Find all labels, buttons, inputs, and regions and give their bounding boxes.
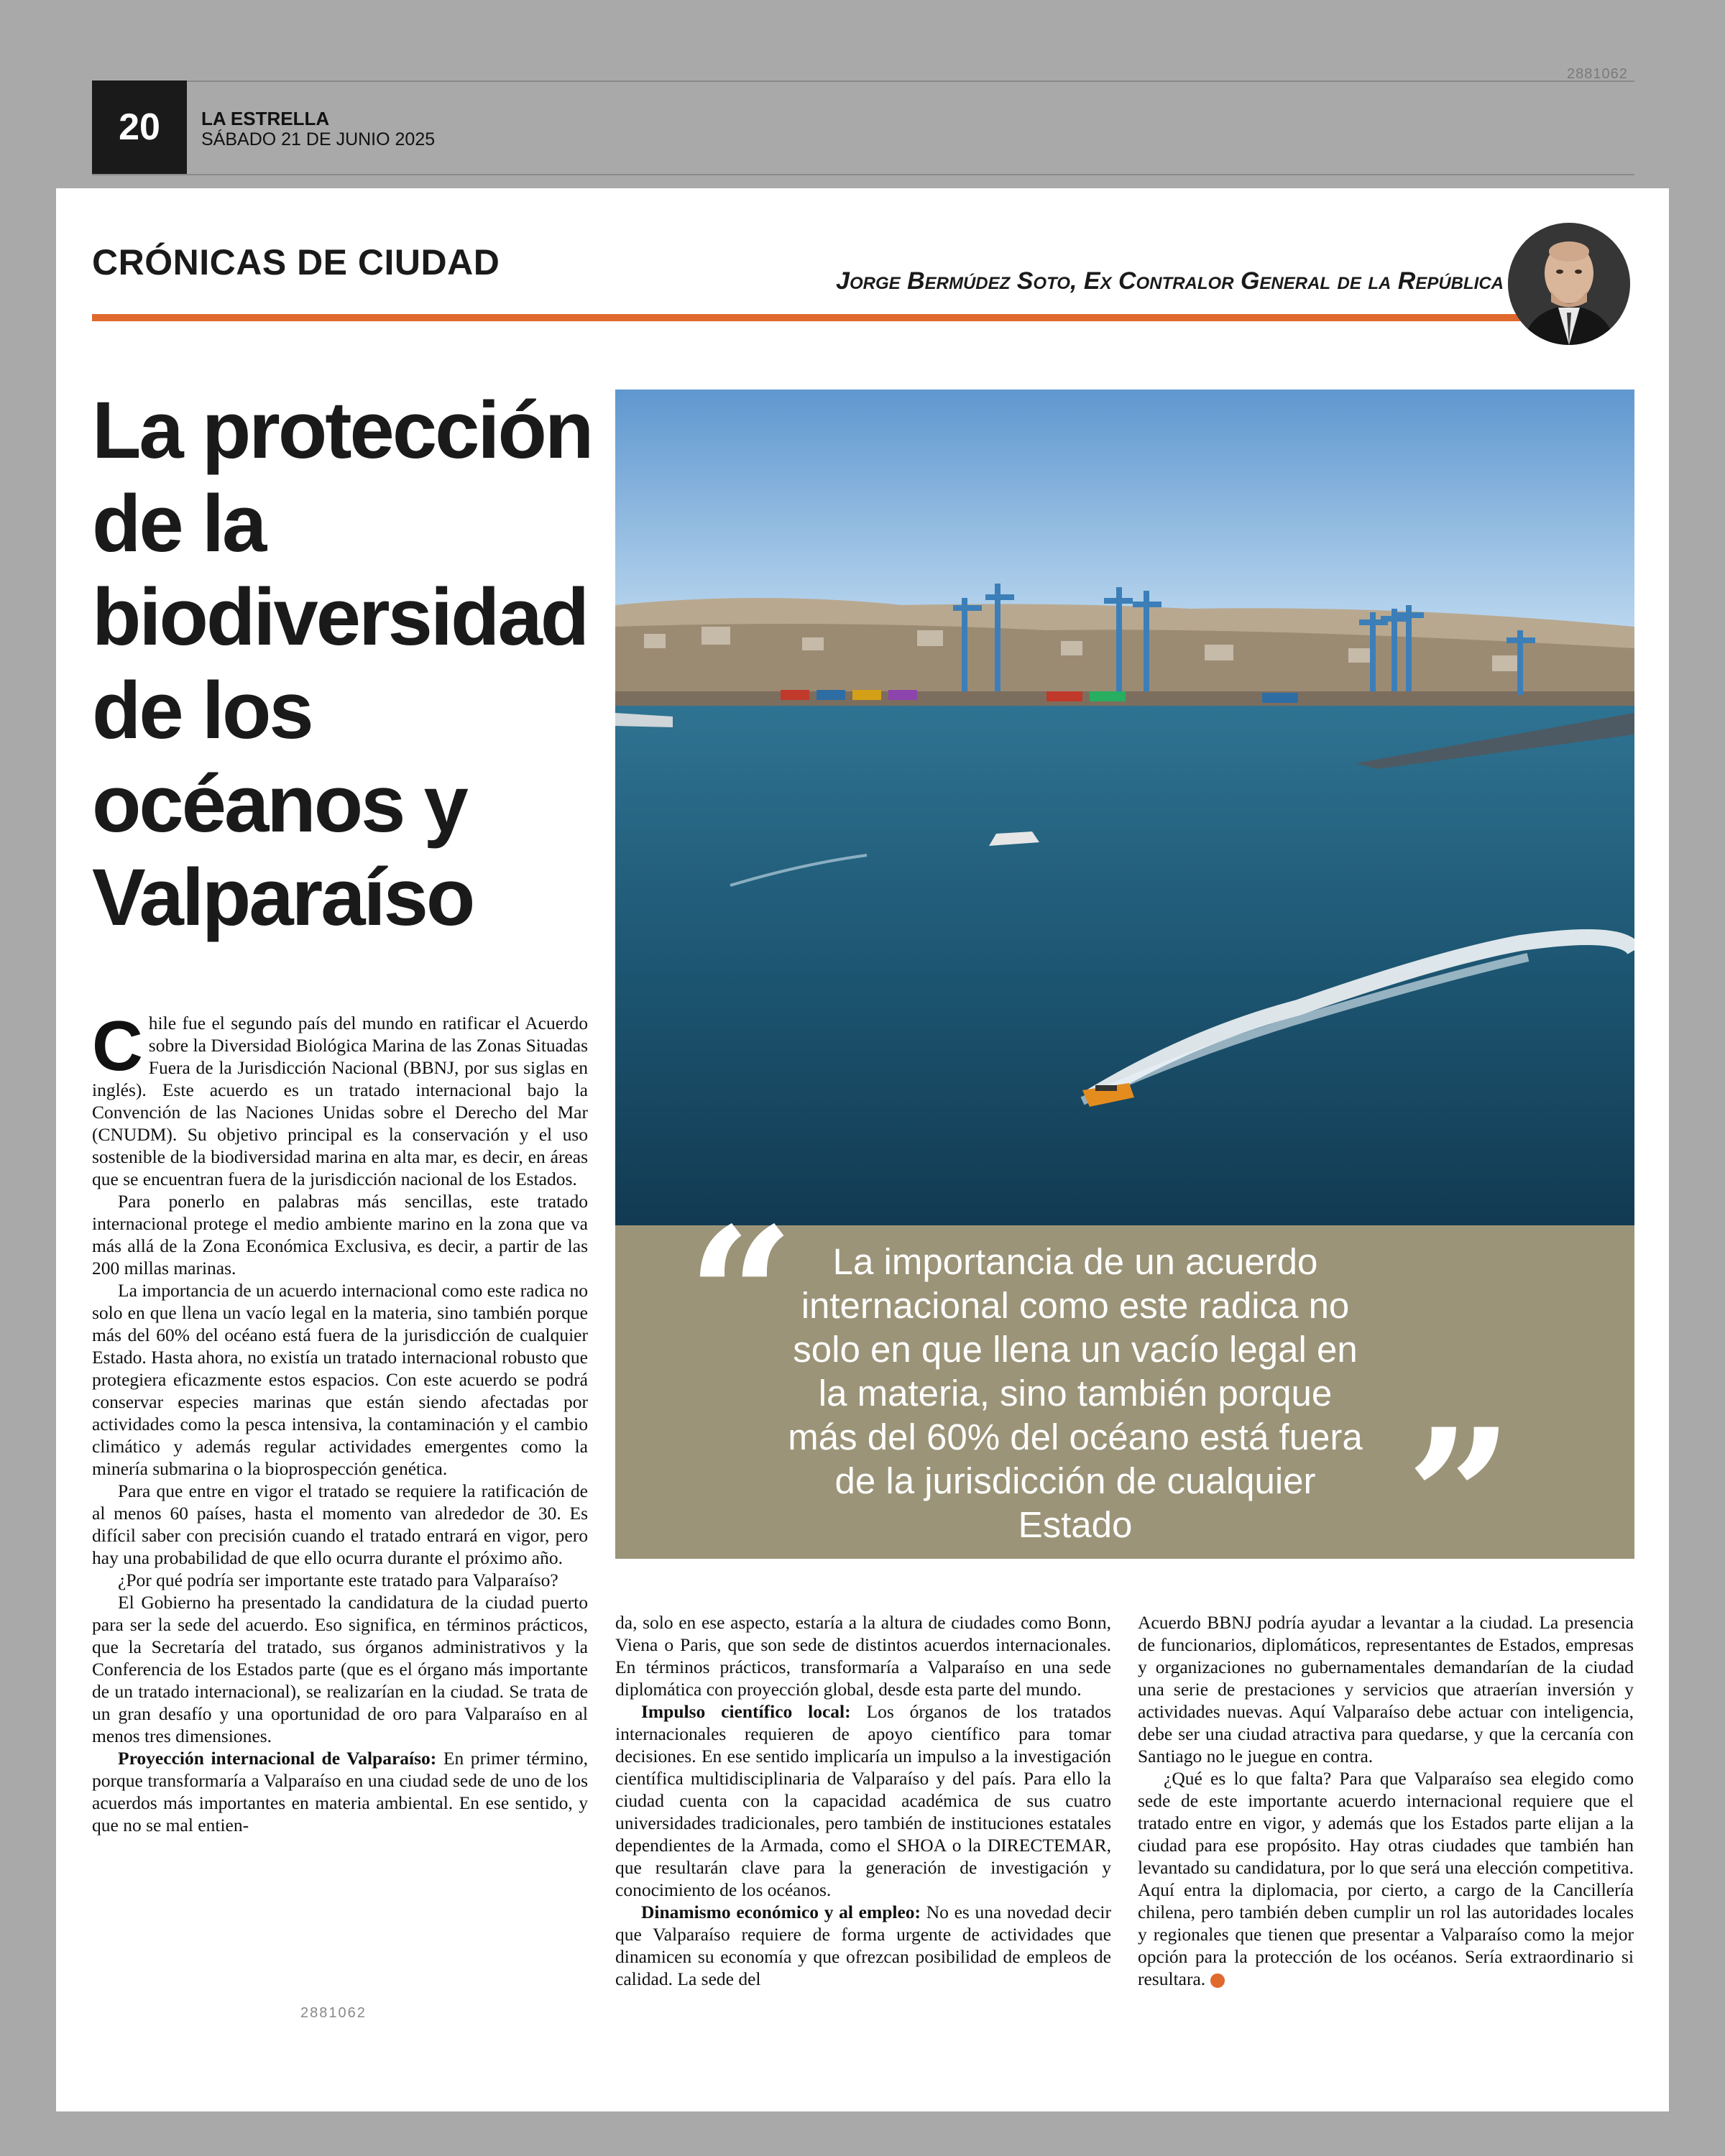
publication-name: LA ESTRELLA — [201, 108, 330, 129]
section-rule — [92, 314, 1530, 321]
paragraph: Acuerdo BBNJ podría ayudar a levantar a la ciudad. La presencia de funcionarios, diplomáticos, representantes de Estados, empresas y organizaciones no gubernamentales demandarían de la ciudad una serie de prestaciones y servicios que atraerían inversión y actividades nuevas. Aquí Valparaíso debe actuar con inteligencia, debe ser una ciudad atractiva para quedarse, y que la cercanía con Santiago no le juegue en contra. — [1138, 1612, 1634, 1766]
pullquote-text: La importancia de un acuerdo internacional como este radica no solo en que llena un vacío legal en la materia, sino también porque más del 60% del océano está fuera de la jurisdicción de cualquier Estado — [788, 1241, 1363, 1545]
watermark: 2881062 — [300, 2005, 367, 2021]
article-column-3 — [1138, 1611, 1634, 1990]
article-page — [56, 188, 1669, 2111]
article-column-2 — [615, 1611, 1111, 1990]
close-quote-icon: ” — [1406, 1388, 1514, 1608]
page-id: 2881062 — [1567, 66, 1628, 82]
paragraph: da, solo en ese aspecto, estaría a la altura de ciudades como Bonn, Viena o Paris, que son sede de distintos acuerdos internacionales. En términos prácticos, transformaría a Valparaíso en una sede diplomática con proyección global, desde esta parte del mundo. — [615, 1612, 1111, 1700]
article-photo — [615, 390, 1634, 1225]
paragraph-text: En primer término, porque transformaría a Valparaíso en una ciudad sede de uno de los acuerdos más importantes en materia ambiental. En ese sentido, y que no se mal entien- — [92, 1748, 588, 1835]
dropcap: C — [92, 1006, 143, 1085]
paragraph: El Gobierno ha presentado la candidatura de la ciudad puerto para ser la sede del acuerdo. Eso significa, en términos prácticos, que la Secretaría del tratado, sus órganos administrativos y la Conferencia de los Estados parte (que es el órgano más importante de un tratado internacional), se realizarían en la ciudad. Se trata de un gran desafío y una oportunidad de oro para Valparaíso en al menos tres dimensiones. — [92, 1592, 588, 1746]
paragraph-text: Los órganos de los tratados internacionales requieren de apoyo científico para tomar decisiones. En ese sentido implicaría un impulso a la investigación científica multidisciplinaria de Valparaíso y del país. Para ello la ciudad cuenta con la capacidad académica de sus cuatro universidades tradicionales, pero también de instituciones estatales dependientes de la Armada, como el SHOA o la DIRECTEMAR, que resultarán clave para la generación de investigación y conocimiento de los océanos. — [615, 1701, 1112, 1900]
paragraph-text: ¿Qué es lo que falta? Para que Valparaíso sea elegido como sede de este importante acuerdo internacional requiere que el tratado entre en vigor, y además que los Estados parte elijan a la ciudad para ese propósito. Hay otras ciudades que también han levantado su candidatura, por lo que será una elección competitiva. Aquí entra la diplomacia, por cierto, a cargo de la Cancillería chilena, pero también deben cumplir un rol las autoridades locales y regionales que tienen que presentar a Valparaíso como la mejor opción para la protección de los océanos. Sería extraordinario si resultara. — [1138, 1768, 1634, 1989]
article-column-1 — [92, 1006, 588, 1836]
paragraph-text: No es una novedad decir que Valparaíso requiere de forma urgente de actividades que dinamicen su economía y que ofrezcan posibilidad de empleos de calidad. La sede del — [615, 1902, 1112, 1989]
byline: Jorge Bermúdez Soto, Ex Contralor General de la República — [836, 267, 1504, 295]
header-top-rule — [92, 80, 1634, 82]
section-title: CRÓNICAS DE CIUDAD — [92, 242, 500, 282]
paragraph: hile fue el segundo país del mundo en ratificar el Acuerdo sobre la Diversidad Biológica Marina de las Zonas Situadas Fuera de la Jurisdicción Nacional (BBNJ, por sus siglas en inglés). Este acuerdo es un tratado internacional bajo la Convención de las Naciones Unidas sobre el Derecho del Mar (CNUDM). Su objetivo principal es la conservación y el uso sostenible de la biodiversidad marina en alta mar, es decir, en áreas que se encuentran fuera de la jurisdicción nacional de los Estados. — [92, 1013, 588, 1189]
paragraph — [92, 1747, 588, 1836]
subhead: Proyección internacional de Valparaíso: — [118, 1748, 437, 1769]
subhead: Impulso científico local: — [641, 1701, 851, 1722]
author-avatar — [1508, 223, 1630, 345]
paragraph — [615, 1901, 1111, 1990]
paragraph: ¿Por qué podría ser importante este tratado para Valparaíso? — [118, 1570, 558, 1590]
paragraph — [1138, 1767, 1634, 1990]
paragraph: Para ponerlo en palabras más sencillas, este tratado internacional protege el medio ambiente marino en la zona que va más allá de la Zona Económica Exclusiva, es decir, a partir de las 200 millas marinas. — [92, 1191, 588, 1279]
publication-date: SÁBADO 21 DE JUNIO 2025 — [201, 129, 436, 149]
paragraph — [615, 1700, 1111, 1901]
end-mark-icon: ○ — [1210, 1973, 1225, 1988]
headline: La protección de la biodiversidad de los océanos y Valparaíso — [92, 385, 592, 942]
paragraph: Para que entre en vigor el tratado se requiere la ratificación de al menos 60 países, hasta el momento van alrededor de 30. Es difícil saber con precisión cuando el tratado entrará en vigor, pero hay una probabilidad de que ello ocurra durante el próximo año. — [92, 1480, 588, 1568]
header-bottom-rule — [92, 174, 1634, 175]
subhead: Dinamismo económico y al empleo: — [641, 1902, 921, 1922]
paragraph: La importancia de un acuerdo internacional como este radica no solo en que llena un vacío legal en la materia, sino también porque más del 60% del océano está fuera de la jurisdicción de cualquier Estado. Hasta ahora, no existía un tratado internacional robusto que protegiera eficazmente estos espacios. Con este acuerdo se podrá conservar especies marinas que están siendo afectadas por actividades como la pesca intensiva, la contaminación y el cambio climático y además regular actividades emergentes como la minería submarina o la bioprospección genética. — [92, 1280, 588, 1479]
pullquote-box — [615, 1187, 1634, 1608]
open-quote-icon: “ — [687, 1187, 795, 1406]
page-number: 20 — [92, 80, 187, 174]
